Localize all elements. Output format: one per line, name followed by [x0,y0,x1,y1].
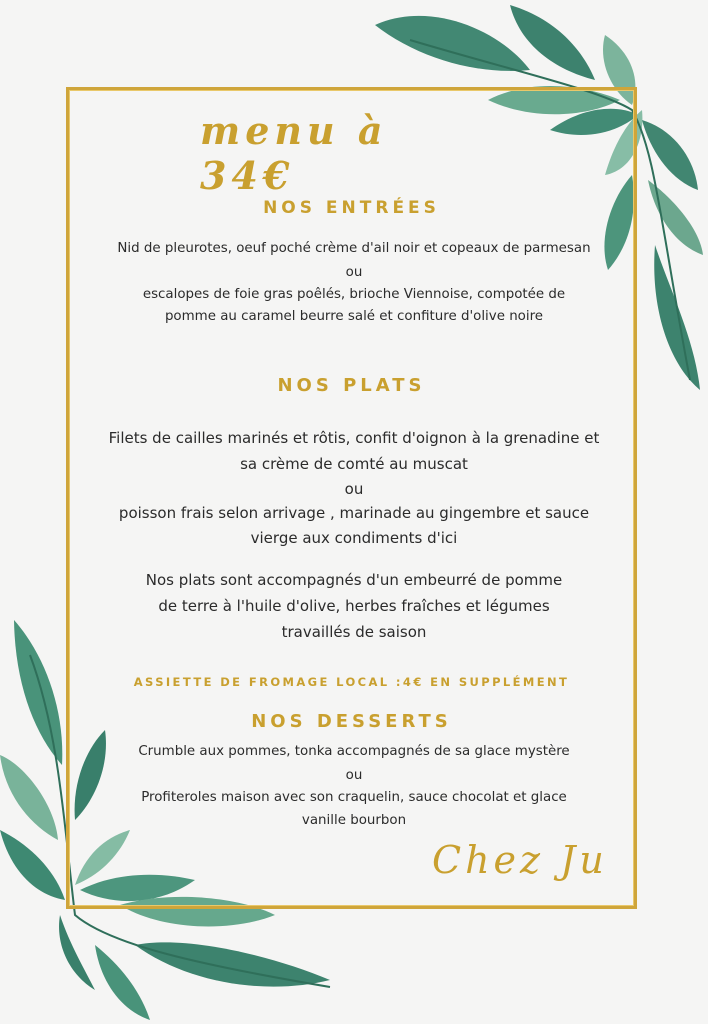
entrees-line: pomme au caramel beurre salé et confiture d'olive noire [164,309,544,324]
desserts-line: Crumble aux pommes, tonka accompagnés de sa glace mystère [138,744,570,759]
entrees-heading: NOS ENTRÉES [263,198,440,218]
plats-line: poisson frais selon arrivage , marinade au gingembre et sauce [118,504,590,522]
cheese-supplement: ASSIETTE DE FROMAGE LOCAL :4€ EN SUPPLÉMENT [133,675,570,689]
desserts-line: Profiteroles maison avec son craquelin, sauce chocolat et glace [141,790,567,805]
plats-line: vierge aux condiments d'ici [250,529,458,547]
plats-line: Filets de cailles marinés et rôtis, confit d'oignon à la grenadine et [108,429,600,447]
plats-line: ou [344,480,364,498]
plats-line: sa crème de comté au muscat [240,455,468,473]
desserts-line: vanille bourbon [301,813,407,828]
entrees-line: escalopes de foie gras poêlés, brioche Viennoise, compotée de [142,287,566,302]
signature: Chez Ju [432,838,608,882]
desserts-heading: NOS DESSERTS [251,711,452,732]
plats-heading: NOS PLATS [277,375,426,396]
desserts-line: ou [345,768,363,783]
accompaniment-line: de terre à l'huile d'olive, herbes fraîches et légumes [158,597,550,615]
accompaniment-line: travaillés de saison [281,623,427,641]
accompaniment-line: Nos plats sont accompagnés d'un embeurré de pomme [145,571,563,589]
entrees-line: Nid de pleurotes, oeuf poché crème d'ail noir et copeaux de parmesan [117,241,591,256]
menu-title: menu à 34€ [200,108,388,198]
entrees-line: ou [345,265,363,280]
